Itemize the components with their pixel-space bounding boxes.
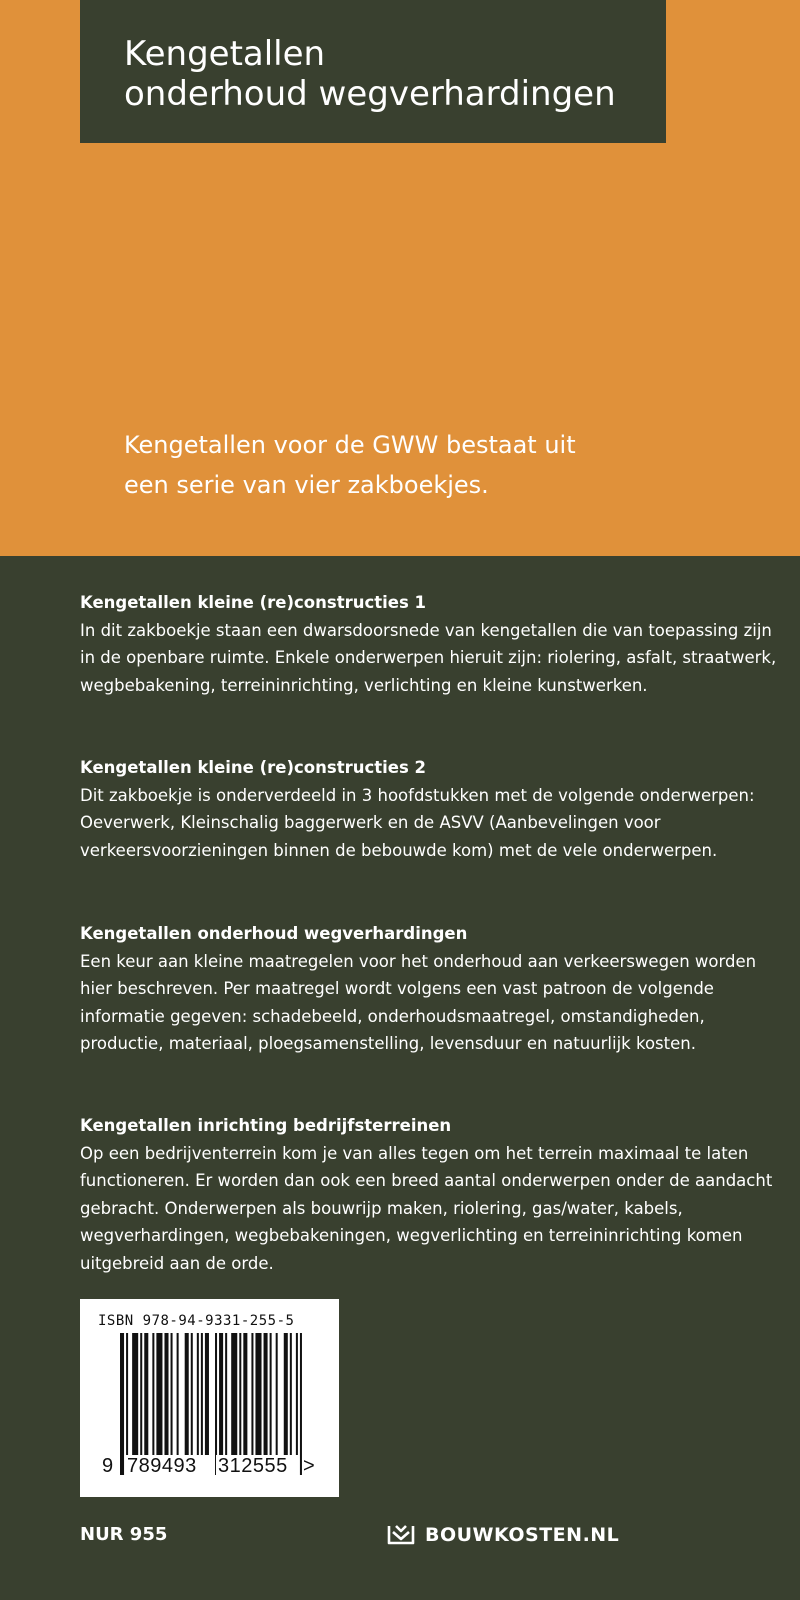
barcode-bar xyxy=(191,1333,193,1455)
section-body: Op een bedrijventerrein kom je van alles tegen om het terrein maximaal te laten functioneren. Er worden dan ook een breed aantal onderwerpen onder de aandacht gebracht. Onderwerpen als bouwrijp maken, riolering, gas/water, kabels, wegverhardingen, wegbebakeningen, wegverlichting en terreininrichting komen uitgebreid aan de orde. xyxy=(80,1143,773,1273)
section-body: In dit zakboekje staan een dwarsdoorsnede van kengetallen die van toepassing zijn in de openbare ruimte. Enkele onderwerpen hieruit zijn: riolering, asfalt, straatwerk, wegbebakening, terreininrichting, verlichting en kleine kunstwerken. xyxy=(80,620,777,695)
book-title-line-1: Kengetallen xyxy=(124,34,326,74)
barcode-bar xyxy=(270,1333,272,1455)
publisher-brand xyxy=(387,1521,619,1549)
barcode-bar xyxy=(144,1333,148,1455)
barcode-bar xyxy=(185,1333,189,1455)
tagline-line-1: Kengetallen voor de GWW bestaat uit xyxy=(124,431,576,459)
ean-first-digit: 9 xyxy=(102,1455,114,1477)
isbn-barcode xyxy=(80,1299,339,1497)
barcode-bar xyxy=(296,1333,298,1455)
orange-cover-panel xyxy=(0,0,800,556)
barcode-bar xyxy=(120,1333,124,1475)
ean-left-digits: 789493 xyxy=(127,1455,197,1477)
barcode-bar xyxy=(215,1333,217,1475)
barcode-bar xyxy=(132,1333,138,1455)
section-title: Kengetallen kleine (re)constructies 2 xyxy=(80,758,427,777)
barcode-bar xyxy=(197,1333,199,1455)
section-body: Dit zakboekje is onderverdeeld in 3 hoofdstukken met de volgende onderwerpen: Oeverwerk, Kleinschalig baggerwerk en de ASVV (Aanbevelingen voor verkeersvoorzieningen binnen de bebouwde kom) met de vele onderwerpen. xyxy=(80,785,755,860)
section-title: Kengetallen kleine (re)constructies 1 xyxy=(80,593,427,612)
bouwkosten-logo-icon xyxy=(387,1523,415,1547)
barcode-bar xyxy=(264,1333,268,1455)
title-box xyxy=(80,0,666,143)
ean-right-digits: 312555 xyxy=(218,1455,288,1477)
barcode-bar xyxy=(284,1333,288,1455)
section-kleine-reconstructies-1 xyxy=(80,589,780,699)
barcode-bar xyxy=(164,1333,168,1455)
section-onderhoud-wegverhardingen xyxy=(80,920,780,1058)
barcode-bar xyxy=(243,1333,247,1455)
barcode-bars xyxy=(120,1333,306,1475)
barcode-bar xyxy=(140,1333,142,1455)
barcode-bar xyxy=(205,1333,209,1455)
barcode-bar xyxy=(300,1333,302,1475)
section-title: Kengetallen inrichting bedrijfsterreinen xyxy=(80,1116,452,1135)
section-title: Kengetallen onderhoud wegverhardingen xyxy=(80,924,468,943)
barcode-bar xyxy=(251,1333,253,1455)
ean-quiet-zone-mark: > xyxy=(303,1455,315,1477)
nur-code: NUR 955 xyxy=(80,1524,168,1545)
section-kleine-reconstructies-2 xyxy=(80,754,780,864)
barcode-bar xyxy=(276,1333,278,1455)
barcode-bar xyxy=(255,1333,261,1455)
barcode-bar xyxy=(177,1333,179,1455)
barcode-bar xyxy=(231,1333,237,1455)
barcode-bar xyxy=(171,1333,173,1455)
tagline-line-2: een serie van vier zakboekjes. xyxy=(124,471,489,499)
section-body: Een keur aan kleine maatregelen voor het onderhoud aan verkeerswegen worden hier beschreven. Per maatregel wordt volgens een vast patroon de volgende informatie gegeven: schadebeeld, onderhoudsmaatregel, omstandigheden, productie, materiaal, ploegsamenstelling, levensduur en natuurlijk kosten. xyxy=(80,951,757,1053)
section-inrichting-bedrijfsterreinen xyxy=(80,1112,780,1277)
book-title-line-2: onderhoud wegverhardingen xyxy=(124,74,616,114)
brand-name: BOUWKOSTEN.NL xyxy=(425,1524,620,1546)
series-tagline xyxy=(124,425,724,505)
barcode-bar xyxy=(290,1333,292,1455)
barcode-bar xyxy=(152,1333,154,1455)
barcode-bar xyxy=(239,1333,241,1455)
barcode-bar xyxy=(225,1333,227,1455)
barcode-bar xyxy=(126,1333,128,1475)
barcode-bar xyxy=(201,1333,203,1455)
barcode-bar xyxy=(156,1333,162,1455)
isbn-label: ISBN 978-94-9331-255-5 xyxy=(98,1313,295,1329)
barcode-bar xyxy=(219,1333,223,1455)
